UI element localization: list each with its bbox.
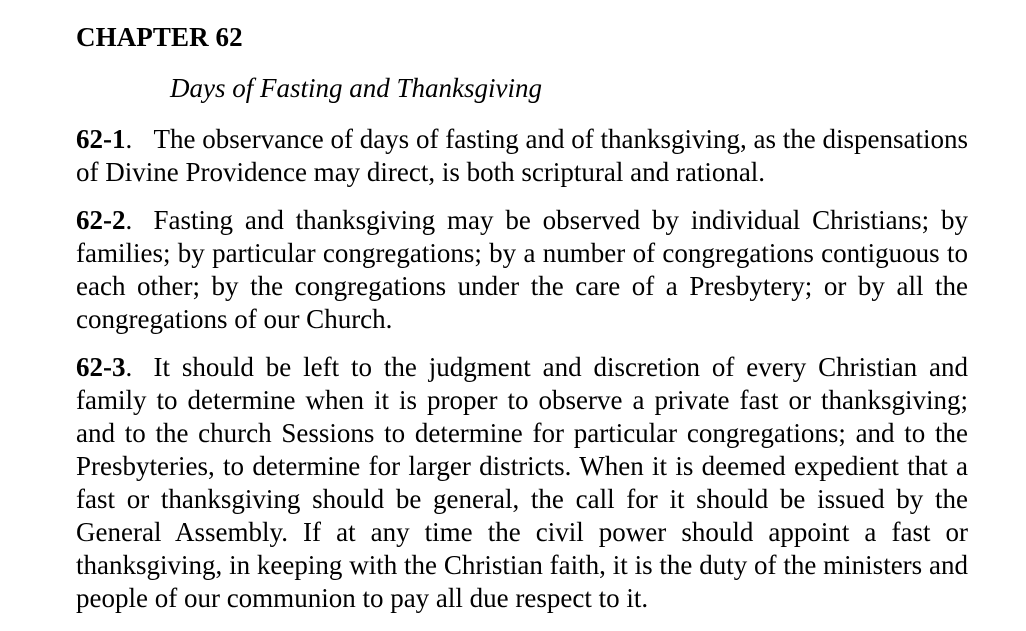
section-number: 62-2 xyxy=(76,205,126,235)
section-text: It should be left to the judgment and discretion of every Christian and family to determine when it is proper to observe a private fast or thanksgiving; and to the church Sessions to determine for particular congregations; and to the Presbyteries, to determine for larger districts. When it is deemed expedient that a fast or thanksgiving should be general, the call for it should be issued by the General Assembly. If at any time the civil power should appoint a fast or thanksgiving, in keeping with the Christian faith, it is the duty of the ministers and people of our communion to pay all due respect to it. xyxy=(76,352,968,613)
section-number: 62-1 xyxy=(76,124,126,154)
chapter-title: Days of Fasting and Thanksgiving xyxy=(170,73,542,103)
chapter-heading: CHAPTER 62 xyxy=(76,22,243,52)
section-62-3: 62-3. It should be left to the judgment and discretion of every Christian and family to determine when it is proper to observe a private fast or thanksgiving; and to the church Sessions to determine for particular congregations; and to the Presbyteries, to determine for larger districts. When it is deemed expedient that a fast or thanksgiving should be general, the call for it should be issued by the General Assembly. If at any time the civil power should appoint a fast or thanksgiving, in keeping with the Christian faith, it is the duty of the ministers and people of our communion to pay all due respect to it. xyxy=(76,352,968,613)
section-62-1: 62-1. The observance of days of fasting and of thanksgiving, as the dispensations of Divine Providence may direct, is both scriptural and rational. xyxy=(76,124,968,187)
section-text: Fasting and thanksgiving may be observed by individual Christians; by families; by particular congregations; by a number of congregations contiguous to each other; by the congregations under the care of a Presbytery; or by all the congregations of our Church. xyxy=(76,205,968,334)
document-page xyxy=(76,18,968,615)
section-62-2: 62-2. Fasting and thanksgiving may be observed by individual Christians; by families; by particular congregations; by a number of congregations contiguous to each other; by the congregations under the care of a Presbytery; or by all the congregations of our Church. xyxy=(76,205,968,334)
section-text: The observance of days of fasting and of thanksgiving, as the dispensations of Divine Providence may direct, is both scriptural and rational. xyxy=(76,124,968,187)
section-number: 62-3 xyxy=(76,352,126,382)
